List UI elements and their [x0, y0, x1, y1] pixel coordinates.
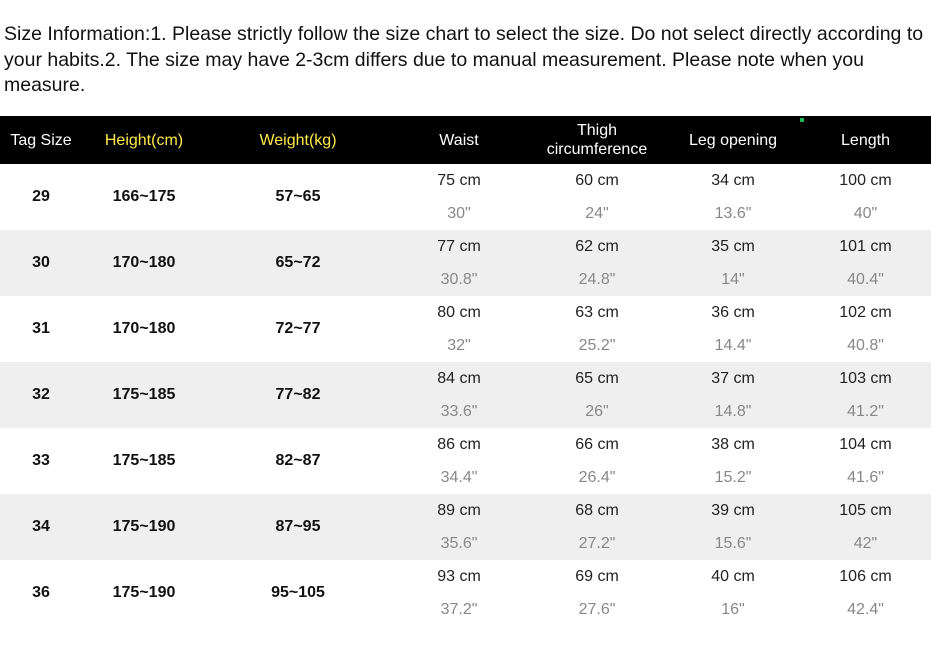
cell-leg-inch: 13.6" — [714, 205, 752, 222]
header-thigh-line1: Thigh — [576, 122, 618, 139]
cell-waist-cm: 77 cm — [437, 238, 481, 255]
cell-leg-inch: 14.4" — [714, 337, 752, 354]
cell-weight: 82~87 — [275, 452, 321, 469]
cell-waist — [390, 494, 528, 560]
cell-waist-inch: 34.4" — [440, 469, 478, 486]
cell-thigh-inch: 26" — [585, 403, 609, 420]
cell-length — [800, 362, 931, 428]
cell-thigh-inch: 25.2" — [578, 337, 616, 354]
cell-tag: 29 — [32, 188, 50, 205]
cell-weight: 87~95 — [275, 518, 321, 535]
cell-waist — [390, 560, 528, 626]
cell-thigh — [528, 164, 666, 230]
cell-tag: 32 — [32, 386, 50, 403]
table-row — [0, 560, 931, 626]
cell-leg-inch: 15.6" — [714, 535, 752, 552]
cell-leg-cm: 40 cm — [711, 568, 755, 585]
cell-tag: 36 — [32, 584, 50, 601]
table-row — [0, 296, 931, 362]
header-height: Height(cm) — [104, 131, 184, 149]
cell-waist — [390, 164, 528, 230]
table-row — [0, 494, 931, 560]
cell-waist-inch: 35.6" — [440, 535, 478, 552]
cell-waist-inch: 32" — [447, 337, 471, 354]
cell-thigh — [528, 428, 666, 494]
cell-waist-cm: 80 cm — [437, 304, 481, 321]
cell-waist-inch: 30.8" — [440, 271, 478, 288]
cell-length-cm: 101 cm — [839, 238, 892, 255]
cell-thigh — [528, 494, 666, 560]
cell-length-inch: 41.2" — [847, 403, 884, 420]
cell-thigh-inch: 26.4" — [578, 469, 616, 486]
cell-waist-inch: 37.2" — [440, 601, 478, 618]
green-marker-dot — [800, 118, 804, 122]
cell-leg — [666, 164, 800, 230]
cell-waist — [390, 296, 528, 362]
cell-waist-inch: 30" — [447, 205, 471, 222]
header-thigh-line2: circumference — [546, 141, 648, 158]
cell-tag: 30 — [32, 254, 50, 271]
cell-leg — [666, 296, 800, 362]
cell-leg-inch: 14" — [721, 271, 745, 288]
cell-waist-cm: 89 cm — [437, 502, 481, 519]
cell-waist-cm: 86 cm — [437, 436, 481, 453]
cell-weight: 95~105 — [271, 584, 325, 601]
header-tag-size: Tag Size — [10, 131, 72, 149]
cell-leg-inch: 15.2" — [714, 469, 752, 486]
cell-thigh — [528, 296, 666, 362]
cell-length-cm: 103 cm — [839, 370, 892, 387]
cell-height: 170~180 — [112, 254, 176, 271]
cell-leg — [666, 560, 800, 626]
cell-thigh-cm: 66 cm — [575, 436, 619, 453]
cell-length — [800, 428, 931, 494]
cell-waist — [390, 230, 528, 296]
cell-length-cm: 102 cm — [839, 304, 892, 321]
cell-thigh — [528, 560, 666, 626]
cell-leg-cm: 34 cm — [711, 172, 755, 189]
cell-thigh-cm: 69 cm — [575, 568, 619, 585]
cell-weight: 77~82 — [275, 386, 321, 403]
cell-thigh — [528, 230, 666, 296]
table-row — [0, 164, 931, 230]
cell-thigh-cm: 65 cm — [575, 370, 619, 387]
cell-thigh-cm: 63 cm — [575, 304, 619, 321]
cell-length — [800, 560, 931, 626]
cell-leg-cm: 36 cm — [711, 304, 755, 321]
cell-thigh-inch: 27.6" — [578, 601, 616, 618]
cell-weight: 72~77 — [275, 320, 321, 337]
cell-length-cm: 104 cm — [839, 436, 892, 453]
cell-height: 175~190 — [112, 584, 176, 601]
cell-leg — [666, 230, 800, 296]
cell-tag: 34 — [32, 518, 50, 535]
header-length: Length — [841, 131, 890, 149]
cell-leg — [666, 428, 800, 494]
cell-length — [800, 494, 931, 560]
cell-length — [800, 164, 931, 230]
cell-length-inch: 41.6" — [847, 469, 884, 486]
cell-length — [800, 230, 931, 296]
cell-waist-cm: 93 cm — [437, 568, 481, 585]
cell-thigh-cm: 62 cm — [575, 238, 619, 255]
cell-leg-cm: 35 cm — [711, 238, 755, 255]
cell-waist-inch: 33.6" — [440, 403, 478, 420]
cell-length-cm: 105 cm — [839, 502, 892, 519]
cell-length-inch: 40.4" — [847, 271, 884, 288]
cell-leg — [666, 494, 800, 560]
table-row — [0, 230, 931, 296]
cell-weight: 57~65 — [275, 188, 321, 205]
cell-thigh-cm: 60 cm — [575, 172, 619, 189]
cell-waist-cm: 84 cm — [437, 370, 481, 387]
cell-weight: 65~72 — [275, 254, 321, 271]
size-information-note: Size Information:1. Please strictly follow the size chart to select the size. Do not select directly according to your habits.2. The size may have 2-3cm differs due to manual measurement. Please note when you measure. — [4, 23, 924, 96]
header-leg-opening: Leg opening — [688, 131, 778, 149]
cell-length-cm: 100 cm — [839, 172, 892, 189]
cell-leg-inch: 16" — [721, 601, 745, 618]
cell-thigh — [528, 362, 666, 428]
cell-length-inch: 42" — [853, 535, 878, 552]
header-weight: Weight(kg) — [259, 131, 337, 149]
cell-length-inch: 40" — [853, 205, 878, 222]
cell-height: 175~190 — [112, 518, 176, 535]
cell-waist-cm: 75 cm — [437, 172, 481, 189]
cell-height: 166~175 — [112, 188, 176, 205]
cell-leg-inch: 14.8" — [714, 403, 752, 420]
cell-length-inch: 42.4" — [847, 601, 884, 618]
cell-thigh-inch: 24" — [585, 205, 609, 222]
header-waist: Waist — [439, 131, 479, 149]
cell-height: 170~180 — [112, 320, 176, 337]
cell-length-cm: 106 cm — [839, 568, 892, 585]
cell-waist — [390, 428, 528, 494]
table-row — [0, 428, 931, 494]
cell-tag: 31 — [32, 320, 50, 337]
cell-leg — [666, 362, 800, 428]
cell-length — [800, 296, 931, 362]
size-table-header — [0, 116, 931, 164]
cell-thigh-inch: 24.8" — [578, 271, 616, 288]
cell-thigh-cm: 68 cm — [575, 502, 619, 519]
cell-leg-cm: 38 cm — [711, 436, 755, 453]
cell-height: 175~185 — [112, 386, 176, 403]
table-row — [0, 362, 931, 428]
cell-height: 175~185 — [112, 452, 176, 469]
cell-thigh-inch: 27.2" — [578, 535, 616, 552]
cell-leg-cm: 37 cm — [711, 370, 755, 387]
cell-waist — [390, 362, 528, 428]
cell-length-inch: 40.8" — [847, 337, 884, 354]
cell-leg-cm: 39 cm — [711, 502, 755, 519]
header-thigh-circumference — [528, 116, 666, 164]
cell-tag: 33 — [32, 452, 50, 469]
